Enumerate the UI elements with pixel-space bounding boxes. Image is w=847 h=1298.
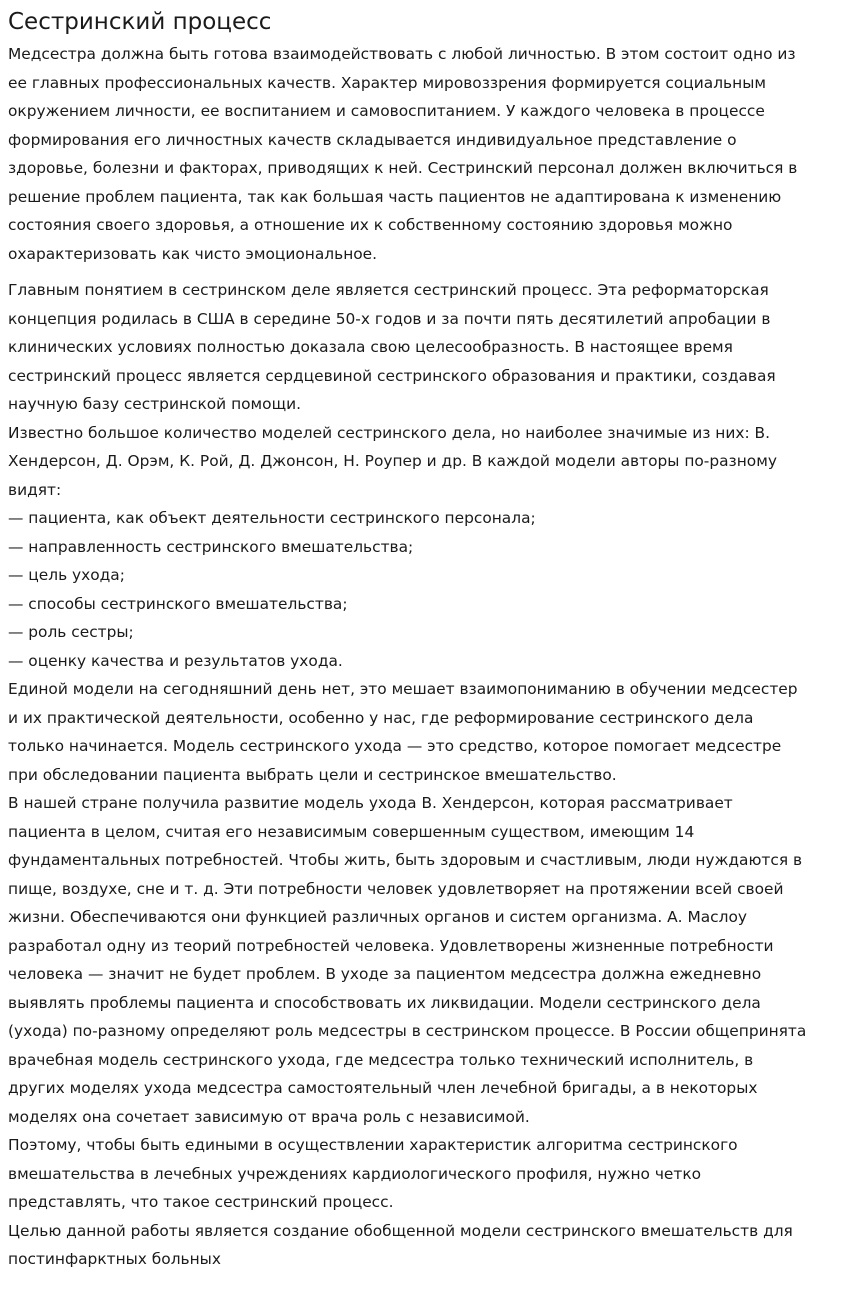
text-line: формирования его личностных качеств складывается индивидуальное представление о <box>8 130 737 149</box>
text-line: — направленность сестринского вмешательства; <box>8 537 414 556</box>
text-line: человека — значит не будет проблем. В уходе за пациентом медсестра должна ежедневно <box>8 965 762 983</box>
text-line: решение проблем пациента, так как большая часть пациентов не адаптирована к изменению <box>8 187 782 206</box>
text-line: — оценку качества и результатов ухода. <box>8 651 343 670</box>
text-line: пище, воздухе, сне и т. д. Эти потребности человек удовлетворяет на протяжении всей своей <box>8 879 784 898</box>
text-line: сестринский процесс является сердцевиной сестринского образования и практики, создавая <box>8 366 776 385</box>
text-line: окружением личности, ее воспитанием и самовоспитанием. У каждого человека в процессе <box>8 102 765 120</box>
text-line: жизни. Обеспечиваются они функцией различных органов и систем организма. А. Маслоу <box>8 908 747 926</box>
document-body <box>8 40 839 1274</box>
text-line: — роль сестры; <box>8 623 134 641</box>
text-line: выявлять проблемы пациента и способствовать их ликвидации. Модели сестринского дела <box>8 993 761 1012</box>
text-line: концепция родилась в США в середине 50-х годов и за почти пять десятилетий апробации в <box>8 309 771 328</box>
text-line: Целью данной работы является создание обобщенной модели сестринского вмешательств для <box>8 1221 793 1240</box>
text-line: научную базу сестринской помощи. <box>8 395 301 413</box>
text-line: Известно большое количество моделей сестринского дела, но наиболее значимые из них: В. <box>8 423 771 442</box>
paragraph <box>8 40 839 268</box>
text-line: постинфарктных больных <box>8 1250 221 1268</box>
text-line: только начинается. Модель сестринского ухода — это средство, которое помогает медсестре <box>8 737 782 755</box>
text-line: ее главных профессиональных качеств. Характер мировоззрения формируется социальным <box>8 73 766 92</box>
text-line: — способы сестринского вмешательства; <box>8 594 348 613</box>
text-line: Медсестра должна быть готова взаимодействовать с любой личностью. В этом состоит одно из <box>8 45 796 63</box>
text-line: других моделях ухода медсестра самостоятельный член лечебной бригады, а в некоторых <box>8 1079 758 1097</box>
text-line: пациента в целом, считая его независимым совершенным существом, имеющим 14 <box>8 822 695 841</box>
text-line: Единой модели на сегодняшний день нет, это мешает взаимопониманию в обучении медсестер <box>8 680 798 698</box>
text-line: представлять, что такое сестринский процесс. <box>8 1193 394 1211</box>
text-line: состояния своего здоровья, а отношение их к собственному состоянию здоровья можно <box>8 216 733 234</box>
text-line: фундаментальных потребностей. Чтобы жить, быть здоровым и счастливым, люди нуждаются в <box>8 851 803 869</box>
text-line: (ухода) по-разному определяют роль медсестры в сестринском процессе. В России общепринята <box>8 1022 807 1040</box>
text-line: Главным понятием в сестринском деле является сестринский процесс. Эта реформаторская <box>8 281 769 299</box>
text-line: — пациента, как объект деятельности сестринского персонала; <box>8 509 536 527</box>
paragraph <box>8 276 839 1274</box>
text-line: Поэтому, чтобы быть едиными в осуществлении характеристик алгоритма сестринского <box>8 1136 738 1154</box>
text-line: видят: <box>8 480 62 499</box>
text-line: охарактеризовать как чисто эмоциональное. <box>8 244 378 263</box>
text-line: разработал одну из теорий потребностей человека. Удовлетворены жизненные потребности <box>8 936 774 955</box>
text-line: и их практической деятельности, особенно у нас, где реформирование сестринского дела <box>8 708 754 727</box>
page-title: Сестринский процесс <box>8 9 272 35</box>
text-line: при обследовании пациента выбрать цели и сестринское вмешательство. <box>8 765 617 784</box>
text-line: В нашей стране получила развитие модель ухода В. Хендерсон, которая рассматривает <box>8 794 733 812</box>
text-line: здоровье, болезни и факторах, приводящих к ней. Сестринский персонал должен включиться в <box>8 159 798 177</box>
paragraph-gap <box>8 268 839 276</box>
text-line: вмешательства в лечебных учреждениях кардиологического профиля, нужно четко <box>8 1164 702 1183</box>
text-line: врачебная модель сестринского ухода, где медсестра только технический исполнитель, в <box>8 1050 754 1069</box>
text-line: — цель ухода; <box>8 566 125 584</box>
text-line: Хендерсон, Д. Орэм, К. Рой, Д. Джонсон, Н. Роупер и др. В каждой модели авторы по-разному <box>8 452 777 470</box>
text-line: моделях она сочетает зависимую от врача роль с независимой. <box>8 1107 530 1126</box>
text-line: клинических условиях полностью доказала свою целесообразность. В настоящее время <box>8 338 733 356</box>
